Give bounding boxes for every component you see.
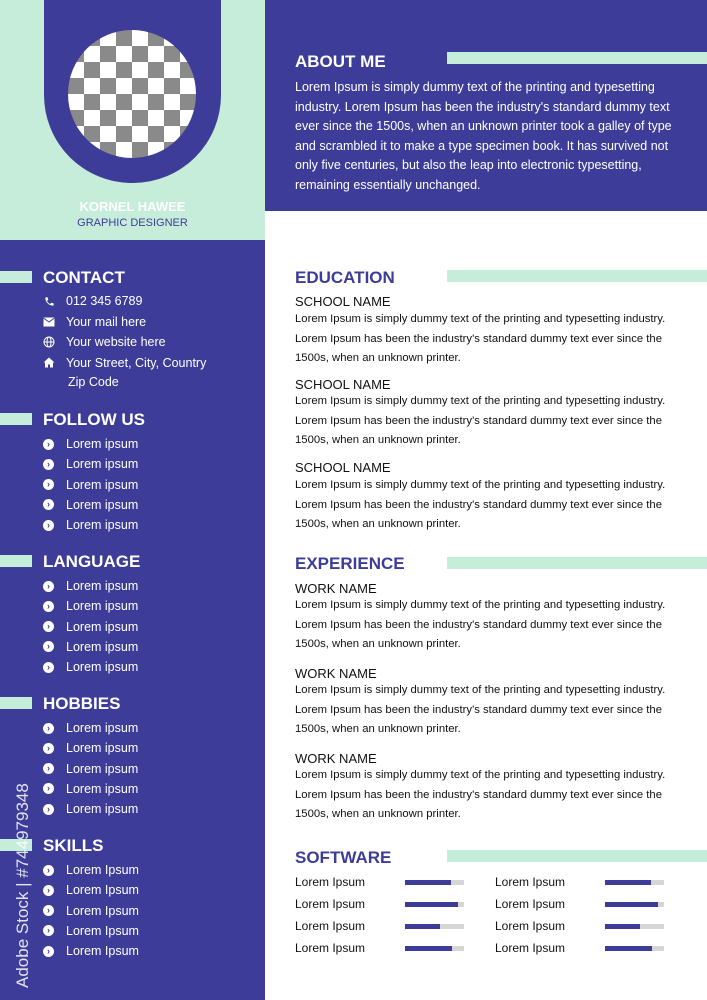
- list-item: [43, 880, 139, 900]
- skills-item-label: Lorem Ipsum: [66, 863, 139, 878]
- chevron-right-icon: ›: [43, 865, 54, 876]
- contact-list: [43, 291, 206, 373]
- software-item: [495, 940, 664, 956]
- hobbies-list: [43, 718, 138, 819]
- skills-item-label: Lorem Ipsum: [66, 923, 139, 938]
- profile-name: KORNEL HAWEE: [79, 199, 186, 214]
- language-accent-bar: [0, 555, 32, 567]
- chevron-right-icon: ›: [43, 581, 54, 592]
- experience-title-bar: [447, 557, 707, 569]
- software-label: Lorem Ipsum: [495, 875, 566, 889]
- list-item: [43, 475, 138, 495]
- chevron-right-icon: ›: [43, 601, 54, 612]
- follow-item-label: Lorem ipsum: [66, 518, 139, 533]
- software-level-fill: [605, 880, 651, 885]
- software-level-track: [405, 946, 464, 951]
- software-title: SOFTWARE: [295, 848, 392, 867]
- chevron-right-icon: ›: [43, 804, 54, 815]
- software-level-fill: [605, 924, 640, 929]
- education-entry-text: Lorem Ipsum is simply dummy text of the printing and typesetting industry. Lorem Ipsum has been the industry's standard dummy text ever since the 1500s, when an unknown printer.: [295, 479, 666, 531]
- chevron-right-icon: ›: [43, 743, 54, 754]
- software-item: [295, 918, 464, 934]
- education-entry-name: SCHOOL NAME: [295, 294, 391, 309]
- list-item: [43, 941, 139, 961]
- software-item: [295, 874, 464, 890]
- software-level-track: [405, 902, 464, 907]
- contact-item-mail: [43, 312, 206, 333]
- list-item: [43, 596, 138, 616]
- follow-item-label: Lorem ipsum: [66, 477, 139, 492]
- list-item: [43, 738, 138, 758]
- contact-mail: Your mail here: [66, 314, 147, 329]
- chevron-right-icon: ›: [43, 885, 54, 896]
- about-title: ABOUT ME: [295, 52, 386, 71]
- language-item-label: Lorem ipsum: [66, 639, 139, 654]
- contact-phone: 012 345 6789: [66, 294, 143, 309]
- software-level-fill: [405, 902, 458, 907]
- chevron-right-icon: ›: [43, 439, 54, 450]
- list-item: [43, 759, 138, 779]
- chevron-right-icon: ›: [43, 662, 54, 673]
- software-item: [295, 896, 464, 912]
- chevron-right-icon: ›: [43, 763, 54, 774]
- education-entry-name: SCHOOL NAME: [295, 460, 391, 475]
- education-entry-name: SCHOOL NAME: [295, 377, 391, 392]
- experience-entry-name: WORK NAME: [295, 666, 377, 681]
- globe-icon: [43, 336, 55, 348]
- about-text: Lorem Ipsum is simply dummy text of the printing and typesetting industry. Lorem Ipsum has been the industry's standard dummy text ever since the 1500s, when an unknown printer took a galley of type and scrambled it to make a type specimen book. It has survived not only five centuries, but also the leap into electronic typesetting, remaining essentially unchanged.: [295, 80, 672, 192]
- software-label: Lorem Ipsum: [295, 897, 366, 911]
- software-level-fill: [405, 924, 440, 929]
- language-item-label: Lorem ipsum: [66, 619, 139, 634]
- chevron-right-icon: ›: [43, 946, 54, 957]
- skills-list: [43, 860, 139, 961]
- experience-entry-text: Lorem Ipsum is simply dummy text of the printing and typesetting industry. Lorem Ipsum has been the industry's standard dummy text ever since the 1500s, when an unknown printer.: [295, 684, 666, 736]
- contact-title: CONTACT: [43, 268, 125, 287]
- list-item: [43, 718, 138, 738]
- software-title-bar: [447, 850, 707, 862]
- software-item: [495, 896, 664, 912]
- language-item-label: Lorem ipsum: [66, 660, 139, 675]
- contact-item-phone: [43, 291, 206, 312]
- follow-list: [43, 434, 138, 535]
- software-level-track: [605, 946, 664, 951]
- list-item: [43, 637, 138, 657]
- chevron-right-icon: ›: [43, 641, 54, 652]
- chevron-right-icon: ›: [43, 783, 54, 794]
- list-item: [43, 860, 139, 880]
- hobbies-accent-bar: [0, 697, 32, 709]
- hobbies-title: HOBBIES: [43, 694, 121, 713]
- software-item: [495, 918, 664, 934]
- phone-icon: [43, 296, 55, 307]
- experience-title: EXPERIENCE: [295, 554, 405, 573]
- contact-item-website: [43, 332, 206, 353]
- contact-zip: Zip Code: [68, 375, 119, 389]
- software-label: Lorem Ipsum: [295, 919, 366, 933]
- skills-item-label: Lorem Ipsum: [66, 903, 139, 918]
- follow-item-label: Lorem ipsum: [66, 497, 139, 512]
- software-item: [495, 874, 664, 890]
- list-item: [43, 576, 138, 596]
- software-label: Lorem Ipsum: [495, 941, 566, 955]
- list-item: [43, 434, 138, 454]
- skills-title: SKILLS: [43, 836, 104, 855]
- education-entry-text: Lorem Ipsum is simply dummy text of the printing and typesetting industry. Lorem Ipsum has been the industry's standard dummy text ever since the 1500s, when an unknown printer.: [295, 313, 666, 365]
- list-item: [43, 515, 138, 535]
- experience-entry-name: WORK NAME: [295, 581, 377, 596]
- chevron-right-icon: ›: [43, 459, 54, 470]
- software-level-track: [405, 880, 464, 885]
- list-item: [43, 617, 138, 637]
- hobbies-item-label: Lorem ipsum: [66, 781, 139, 796]
- software-level-track: [405, 924, 464, 929]
- chevron-right-icon: ›: [43, 905, 54, 916]
- chevron-right-icon: ›: [43, 520, 54, 531]
- software-level-track: [605, 924, 664, 929]
- skills-item-label: Lorem Ipsum: [66, 944, 139, 959]
- contact-address: Your Street, City, Country: [66, 355, 207, 370]
- software-label: Lorem Ipsum: [495, 897, 566, 911]
- list-item: [43, 901, 139, 921]
- chevron-right-icon: ›: [43, 499, 54, 510]
- skills-item-label: Lorem Ipsum: [66, 883, 139, 898]
- language-item-label: Lorem ipsum: [66, 599, 139, 614]
- profile-role: GRAPHIC DESIGNER: [77, 217, 188, 229]
- experience-entry-text: Lorem Ipsum is simply dummy text of the printing and typesetting industry. Lorem Ipsum has been the industry's standard dummy text ever since the 1500s, when an unknown printer.: [295, 599, 666, 651]
- profile-photo-placeholder: [68, 30, 196, 158]
- hobbies-item-label: Lorem ipsum: [66, 761, 139, 776]
- contact-item-address: [43, 353, 206, 374]
- follow-title: FOLLOW US: [43, 410, 145, 429]
- experience-entry-text: Lorem Ipsum is simply dummy text of the printing and typesetting industry. Lorem Ipsum has been the industry's standard dummy text ever since the 1500s, when an unknown printer.: [295, 769, 666, 821]
- watermark-id: [2, 760, 42, 990]
- software-label: Lorem Ipsum: [295, 941, 366, 955]
- education-title: EDUCATION: [295, 268, 395, 287]
- software-label: Lorem Ipsum: [495, 919, 566, 933]
- chevron-right-icon: ›: [43, 621, 54, 632]
- list-item: [43, 454, 138, 474]
- list-item: [43, 779, 138, 799]
- follow-item-label: Lorem ipsum: [66, 437, 139, 452]
- list-item: [43, 657, 138, 677]
- language-list: [43, 576, 138, 677]
- software-level-track: [605, 880, 664, 885]
- software-level-fill: [605, 902, 658, 907]
- follow-item-label: Lorem ipsum: [66, 457, 139, 472]
- home-icon: [43, 357, 55, 368]
- software-level-fill: [605, 946, 652, 951]
- education-title-bar: [447, 270, 707, 282]
- contact-accent-bar: [0, 271, 32, 283]
- chevron-right-icon: ›: [43, 925, 54, 936]
- about-title-bar: [447, 52, 707, 64]
- chevron-right-icon: ›: [43, 479, 54, 490]
- mail-icon: [43, 317, 55, 327]
- list-item: [43, 495, 138, 515]
- hobbies-item-label: Lorem ipsum: [66, 741, 139, 756]
- hobbies-item-label: Lorem ipsum: [66, 802, 139, 817]
- follow-accent-bar: [0, 413, 32, 425]
- software-item: [295, 940, 464, 956]
- hobbies-item-label: Lorem ipsum: [66, 721, 139, 736]
- software-level-fill: [405, 880, 451, 885]
- list-item: [43, 799, 138, 819]
- software-level-fill: [405, 946, 452, 951]
- list-item: [43, 921, 139, 941]
- chevron-right-icon: ›: [43, 723, 54, 734]
- software-label: Lorem Ipsum: [295, 875, 366, 889]
- software-level-track: [605, 902, 664, 907]
- experience-entry-name: WORK NAME: [295, 751, 377, 766]
- language-title: LANGUAGE: [43, 552, 141, 571]
- contact-website: Your website here: [66, 335, 166, 350]
- language-item-label: Lorem ipsum: [66, 579, 139, 594]
- watermark-id-text: Adobe Stock | #744979348: [13, 783, 32, 988]
- education-entry-text: Lorem Ipsum is simply dummy text of the printing and typesetting industry. Lorem Ipsum has been the industry's standard dummy text ever since the 1500s, when an unknown printer.: [295, 395, 666, 447]
